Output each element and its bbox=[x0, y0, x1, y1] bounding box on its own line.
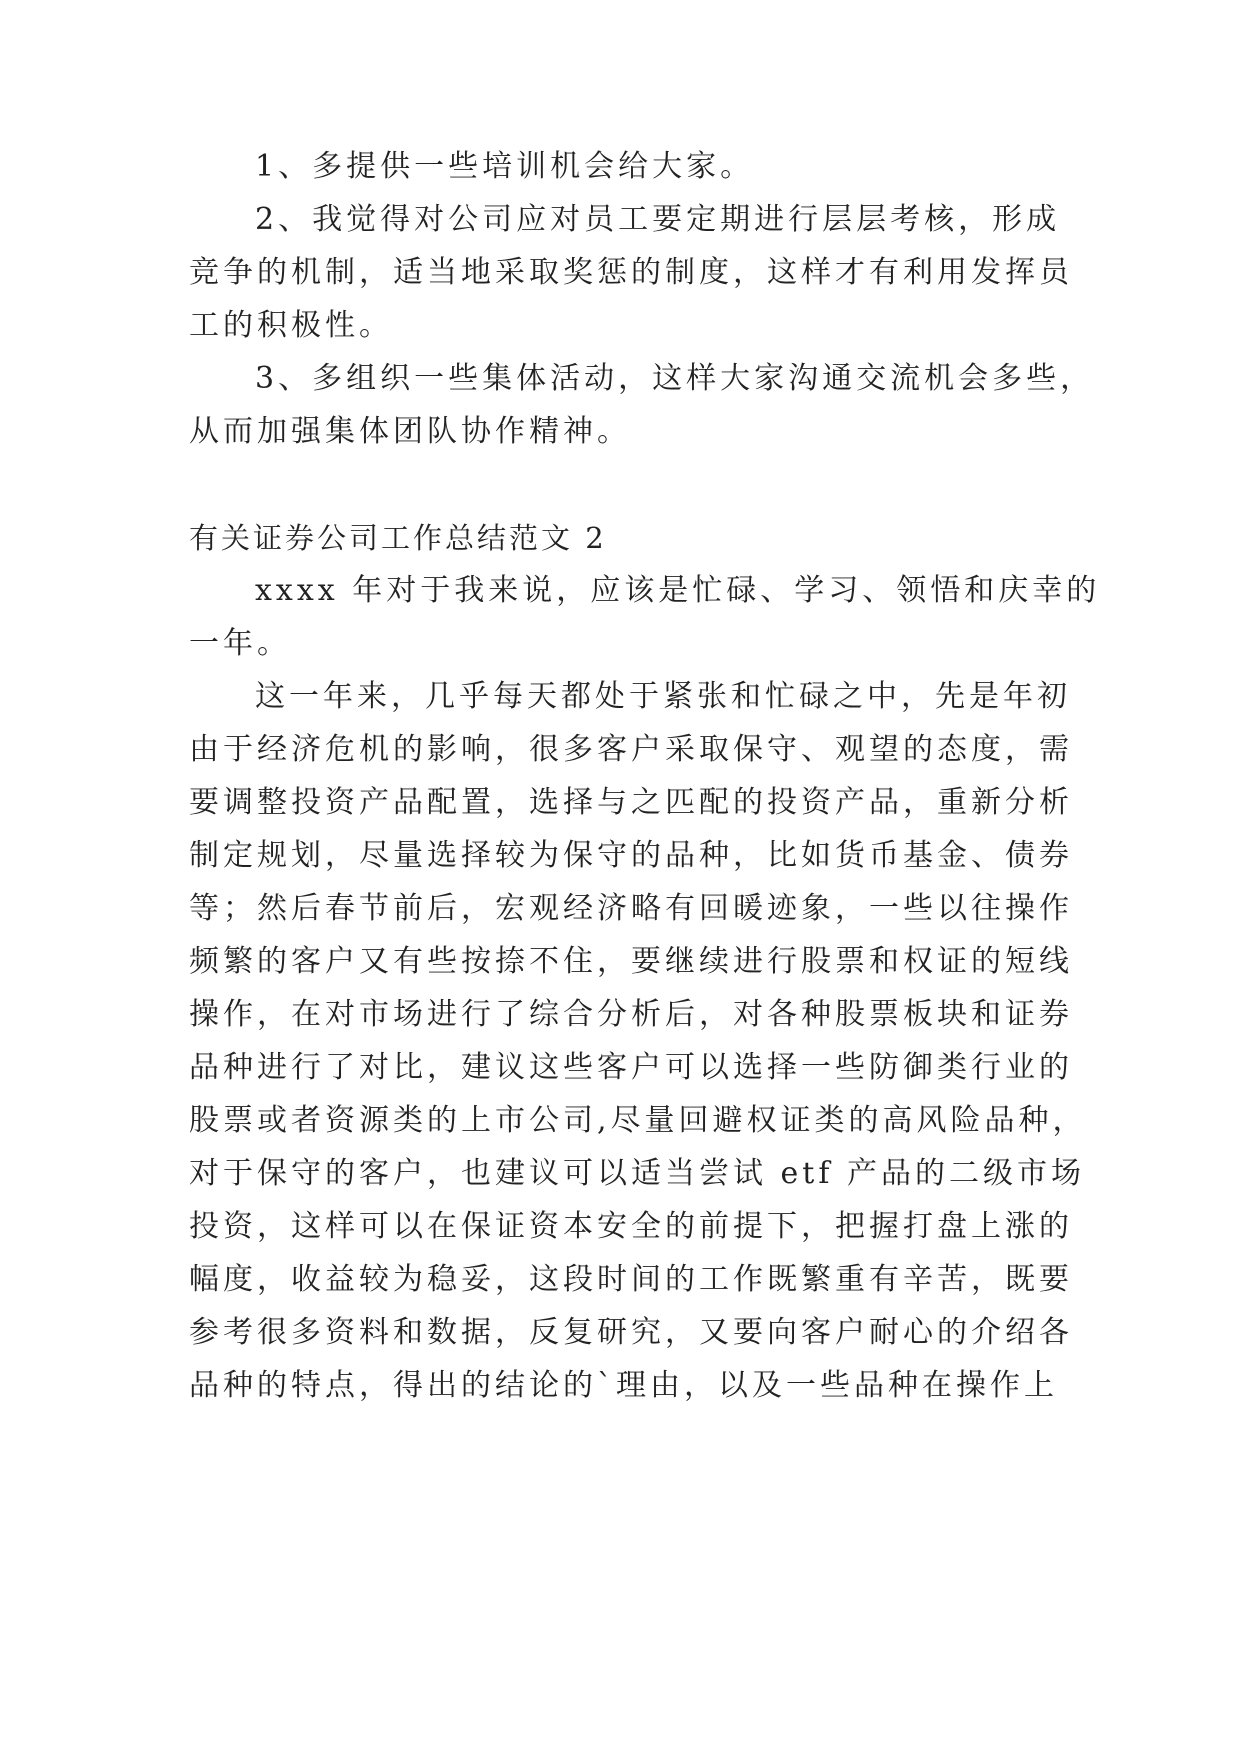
paragraph-2-line-11: 投资，这样可以在保证资本安全的前提下，把握打盘上涨的 bbox=[189, 1209, 1073, 1244]
paragraph-2-line-3: 要调整投资产品配置，选择与之匹配的投资产品，重新分析 bbox=[189, 785, 1073, 820]
paragraph-2-line-9: 股票或者资源类的上市公司,尽量回避权证类的高风险品种， bbox=[189, 1103, 1087, 1138]
paragraph-2-line-12: 幅度，收益较为稳妥，这段时间的工作既繁重有辛苦，既要 bbox=[189, 1262, 1073, 1297]
paragraph-2-line-6: 频繁的客户又有些按捺不住，要继续进行股票和权证的短线 bbox=[189, 944, 1073, 979]
paragraph-2-line-2: 由于经济危机的影响，很多客户采取保守、观望的态度，需 bbox=[189, 732, 1073, 767]
paragraph-1-line-1: xxxx 年对于我来说，应该是忙碌、学习、领悟和庆幸的 bbox=[255, 573, 1101, 608]
paragraph-2-line-8: 品种进行了对比，建议这些客户可以选择一些防御类行业的 bbox=[189, 1050, 1073, 1085]
suggestion-item-2-line-2: 竞争的机制，适当地采取奖惩的制度，这样才有利用发挥员 bbox=[189, 255, 1073, 290]
section-title: 有关证券公司工作总结范文 2 bbox=[189, 521, 607, 555]
paragraph-2-line-7: 操作，在对市场进行了综合分析后，对各种股票板块和证券 bbox=[189, 997, 1073, 1032]
paragraph-2-line-14: 品种的特点，得出的结论的`理由，以及一些品种在操作上 bbox=[189, 1368, 1058, 1403]
suggestion-item-2-line-3: 工的积极性。 bbox=[189, 308, 393, 343]
paragraph-2-line-1: 这一年来，几乎每天都处于紧张和忙碌之中，先是年初 bbox=[255, 679, 1071, 714]
suggestion-item-3-line-2: 从而加强集体团队协作精神。 bbox=[189, 414, 631, 449]
paragraph-2-line-4: 制定规划，尽量选择较为保守的品种，比如货币基金、债券 bbox=[189, 838, 1073, 873]
suggestion-item-2-line-1: 2、我觉得对公司应对员工要定期进行层层考核，形成 bbox=[255, 202, 1061, 237]
paragraph-2-line-13: 参考很多资料和数据，反复研究，又要向客户耐心的介绍各 bbox=[189, 1315, 1073, 1350]
paragraph-2-line-10: 对于保守的客户，也建议可以适当尝试 etf 产品的二级市场 bbox=[189, 1156, 1085, 1191]
suggestion-item-1-line-1: 1、多提供一些培训机会给大家。 bbox=[255, 149, 755, 184]
paragraph-1-line-2: 一年。 bbox=[189, 626, 291, 661]
suggestion-item-3-line-1: 3、多组织一些集体活动，这样大家沟通交流机会多些， bbox=[255, 361, 1095, 396]
paragraph-2-line-5: 等；然后春节前后，宏观经济略有回暖迹象，一些以往操作 bbox=[189, 891, 1073, 926]
